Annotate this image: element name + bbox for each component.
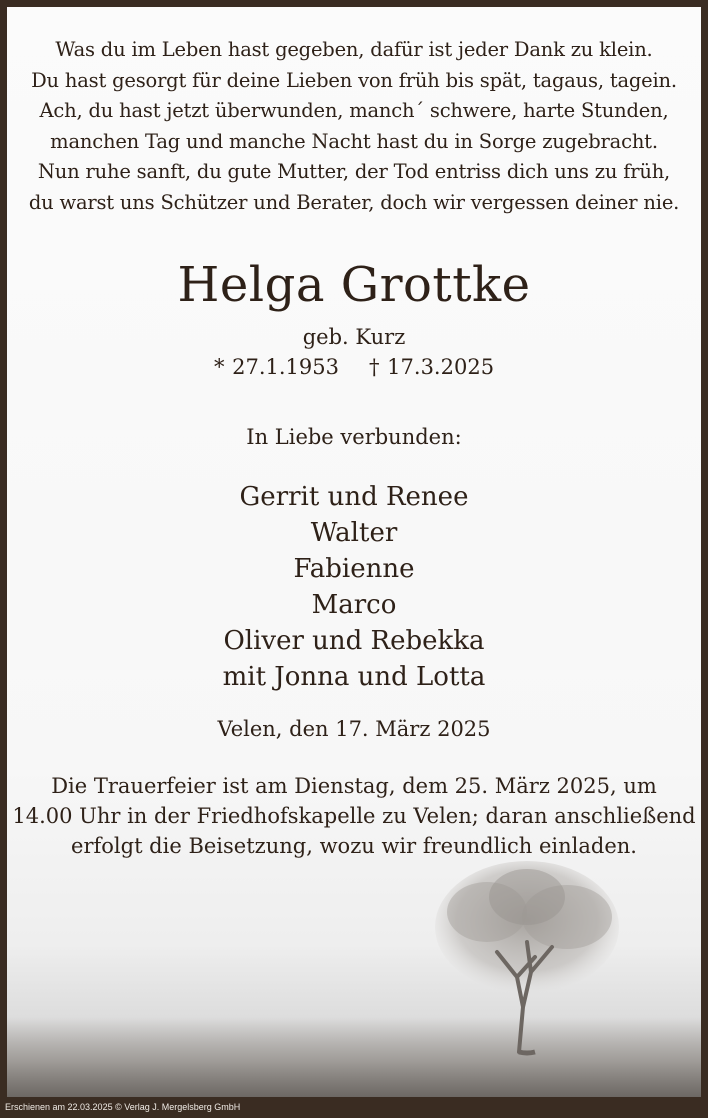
poem-line: Du hast gesorgt für deine Lieben von früh bis spät, tagaus, tagein. xyxy=(31,68,677,92)
ceremony-line: Die Trauerfeier ist am Dienstag, dem 25. März 2025, um xyxy=(51,774,657,798)
deceased-name: Helga Grottke xyxy=(177,257,531,313)
poem xyxy=(7,35,701,218)
poem-line: manchen Tag und manche Nacht hast du in Sorge zugebracht. xyxy=(50,129,658,153)
tree-icon xyxy=(427,857,627,1057)
family-member: Walter xyxy=(310,518,398,548)
ceremony-info xyxy=(7,771,701,861)
life-dates xyxy=(7,353,701,381)
poem-line: Was du im Leben hast gegeben, dafür ist jeder Dank zu klein. xyxy=(55,38,653,61)
ceremony-line: erfolgt die Beisetzung, wozu wir freundlich einladen. xyxy=(71,834,637,858)
poem-line: du warst uns Schützer und Berater, doch wir vergessen deiner nie. xyxy=(28,190,680,214)
death-date: † 17.3.2025 xyxy=(369,355,495,379)
footer-credit: Erschienen am 22.03.2025 © Verlag J. Mergelsberg GmbH xyxy=(5,1102,241,1112)
family-list xyxy=(7,479,701,695)
family-member: Marco xyxy=(311,590,397,620)
place-date: Velen, den 17. März 2025 xyxy=(217,717,491,741)
love-text: In Liebe verbunden: xyxy=(246,425,462,449)
family-member: Fabienne xyxy=(293,554,415,584)
obituary-card xyxy=(7,7,701,1097)
poem-line: Nun ruhe sanft, du gute Mutter, der Tod entriss dich uns zu früh, xyxy=(37,160,671,183)
poem-line: Ach, du hast jetzt überwunden, manch´ schwere, harte Stunden, xyxy=(39,99,669,122)
born-name: geb. Kurz xyxy=(302,325,406,349)
birth-date: * 27.1.1953 xyxy=(213,355,339,379)
family-member: Oliver und Rebekka xyxy=(223,626,485,656)
ceremony-line: 14.00 Uhr in der Friedhofskapelle zu Velen; daran anschließend xyxy=(12,804,696,828)
family-member: mit Jonna und Lotta xyxy=(222,662,486,692)
family-member: Gerrit und Renee xyxy=(239,482,469,512)
